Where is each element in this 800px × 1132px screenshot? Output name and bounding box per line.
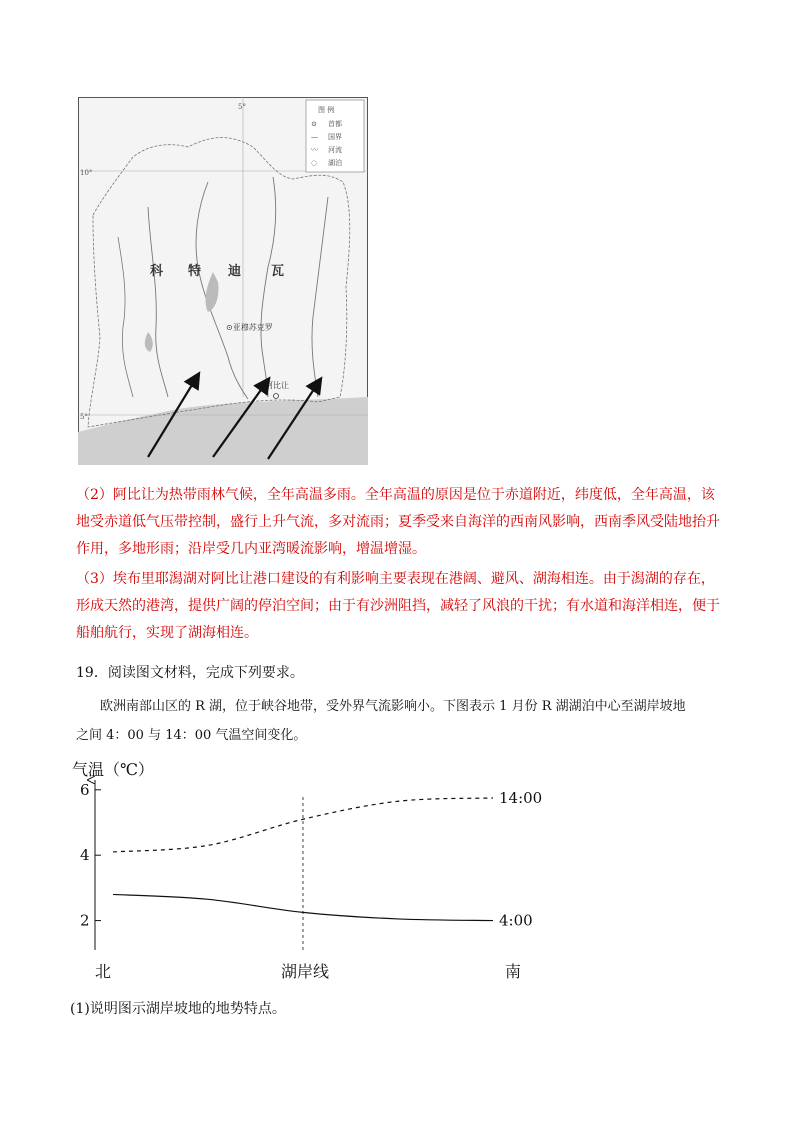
legend-border-icon: — xyxy=(311,133,318,141)
map-country-char: 科 xyxy=(150,264,164,279)
answer-line: 地受赤道低气压带控制，盛行上升气流，多对流雨；夏季受来自海洋的西南风影响，西南季风受陆地抬升 xyxy=(76,514,720,530)
series-label-1400: 14:00 xyxy=(499,788,543,807)
map-lat-label: 5° xyxy=(80,413,88,421)
y-axis-label: 气温（℃） xyxy=(72,760,154,779)
map-country-char: 特 xyxy=(188,264,202,279)
temperature-chart xyxy=(70,755,550,990)
legend-lake-icon: ◌ xyxy=(311,159,318,167)
series-line-1400 xyxy=(113,798,493,852)
map-country-char: 瓦 xyxy=(271,264,285,279)
question-19-title: 19．阅读图文材料，完成下列要求。 xyxy=(76,665,304,681)
y-tick-label: 6 xyxy=(80,780,90,799)
x-label-north: 北 xyxy=(95,962,112,981)
legend-label: 河流 xyxy=(328,146,342,154)
map-country-char: 迪 xyxy=(228,264,242,279)
legend-label: 首都 xyxy=(328,120,342,128)
x-label-south: 南 xyxy=(505,962,522,981)
map-capital-label: ⊙亚穆苏克罗 xyxy=(226,323,273,332)
answer-line: （2）阿比让为热带雨林气候，全年高温多雨。全年高温的原因是位于赤道附近，纬度低，全年高温，该 xyxy=(76,487,715,503)
legend-river-icon: 〰 xyxy=(311,146,318,154)
legend-title: 图 例 xyxy=(318,106,335,114)
x-label-lakeshore: 湖岸线 xyxy=(281,962,330,981)
y-tick-label: 4 xyxy=(80,846,90,865)
y-tick-label: 2 xyxy=(80,911,90,930)
answer-line: 作用，多地形雨；沿岸受几内亚湾暖流影响，增温增湿。 xyxy=(76,541,426,557)
cote-divoire-map xyxy=(78,97,368,465)
answer-3 xyxy=(76,566,726,647)
legend-label: 湖泊 xyxy=(328,159,342,167)
legend-capital-icon: ⊙ xyxy=(311,120,317,128)
map-legend xyxy=(306,100,364,172)
answer-line: 船舶航行，实现了湖海相连。 xyxy=(76,625,258,641)
answer-line: 形成天然的港湾，提供广阔的停泊空间；由于有沙洲阻挡，减轻了风浪的干扰；有水道和海洋相连，便于 xyxy=(76,598,720,614)
map-lat-label: 10° xyxy=(80,169,93,177)
question-19-intro-line1: 欧洲南部山区的 R 湖，位于峡谷地带，受外界气流影响小。下图表示 1 月份 R 湖湖泊中心至湖岸坡地 xyxy=(100,699,686,714)
question-19-sub1: (1)说明图示湖岸坡地的地势特点。 xyxy=(70,1001,286,1017)
series-label-0400: 4:00 xyxy=(499,911,533,930)
answer-line: （3）埃布里耶潟湖对阿比让港口建设的有利影响主要表现在港阔、避风、湖海相连。由于潟湖的存在， xyxy=(76,571,715,587)
map-port-label: 阿比让 xyxy=(265,381,289,390)
map-lon-label: 5° xyxy=(238,103,246,111)
question-19-intro-line2: 之间 4：00 与 14：00 气温空间变化。 xyxy=(76,728,307,743)
answer-2 xyxy=(76,482,726,563)
legend-label: 国界 xyxy=(328,133,342,141)
